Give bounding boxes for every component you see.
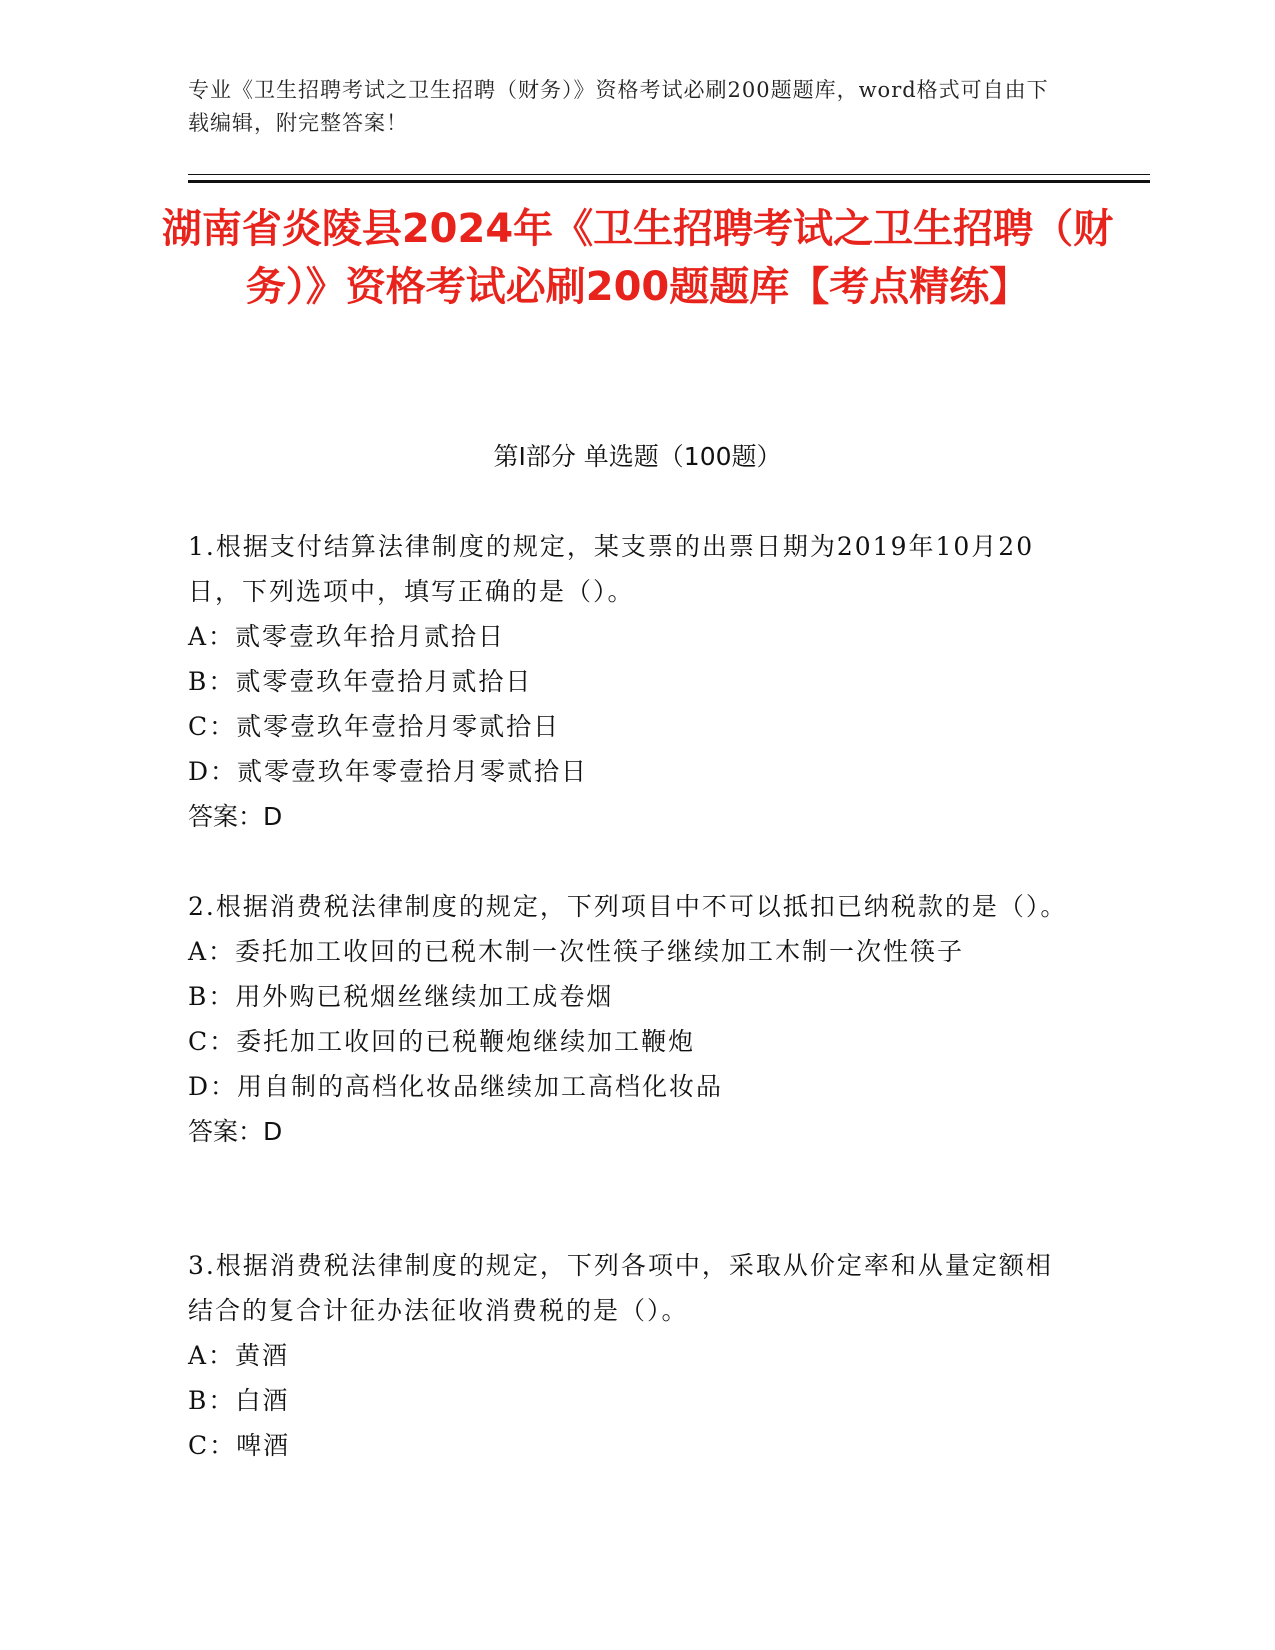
option-a: A：黄酒 xyxy=(188,1341,290,1370)
answer: 答案：D xyxy=(188,802,283,831)
option-a: A：贰零壹玖年拾月贰拾日 xyxy=(188,622,506,651)
question-3 xyxy=(188,1243,1068,1468)
question-stem: 3.根据消费税法律制度的规定，下列各项中，采取从价定率和从量定额相结合的复合计征办法征收消费税的是（）。 xyxy=(188,1251,1053,1325)
question-stem: 1.根据支付结算法律制度的规定，某支票的出票日期为2019年10月20日，下列选项中，填写正确的是（）。 xyxy=(188,532,1035,606)
question-2 xyxy=(188,884,1068,1154)
option-c: C：委托加工收回的已税鞭炮继续加工鞭炮 xyxy=(188,1027,696,1056)
option-c: C：啤酒 xyxy=(188,1431,291,1460)
option-a: A：委托加工收回的已税木制一次性筷子继续加工木制一次性筷子 xyxy=(188,937,965,966)
question-stem: 2.根据消费税法律制度的规定，下列项目中不可以抵扣已纳税款的是（）。 xyxy=(188,892,1068,921)
option-b: B：用外购已税烟丝继续加工成卷烟 xyxy=(188,982,614,1011)
option-b: B：白酒 xyxy=(188,1386,290,1415)
section-title: 第I部分 单选题（100题） xyxy=(493,442,782,471)
answer: 答案：D xyxy=(188,1117,283,1146)
header-note: 专业《卫生招聘考试之卫生招聘（财务）》资格考试必刷200题题库，word格式可自由下载编辑，附完整答案！ xyxy=(188,78,1049,135)
document-title: 湖南省炎陵县2024年《卫生招聘考试之卫生招聘（财务）》资格考试必刷200题题库【考点精练】 xyxy=(161,206,1114,310)
option-d: D：用自制的高档化妆品继续加工高档化妆品 xyxy=(188,1072,724,1101)
header-divider-thick xyxy=(188,180,1150,183)
option-d: D：贰零壹玖年零壹拾月零贰拾日 xyxy=(188,757,589,786)
header-divider-thin xyxy=(188,174,1150,175)
option-c: C：贰零壹玖年壹拾月零贰拾日 xyxy=(188,712,561,741)
question-1 xyxy=(188,524,1068,839)
option-b: B：贰零壹玖年壹拾月贰拾日 xyxy=(188,667,533,696)
